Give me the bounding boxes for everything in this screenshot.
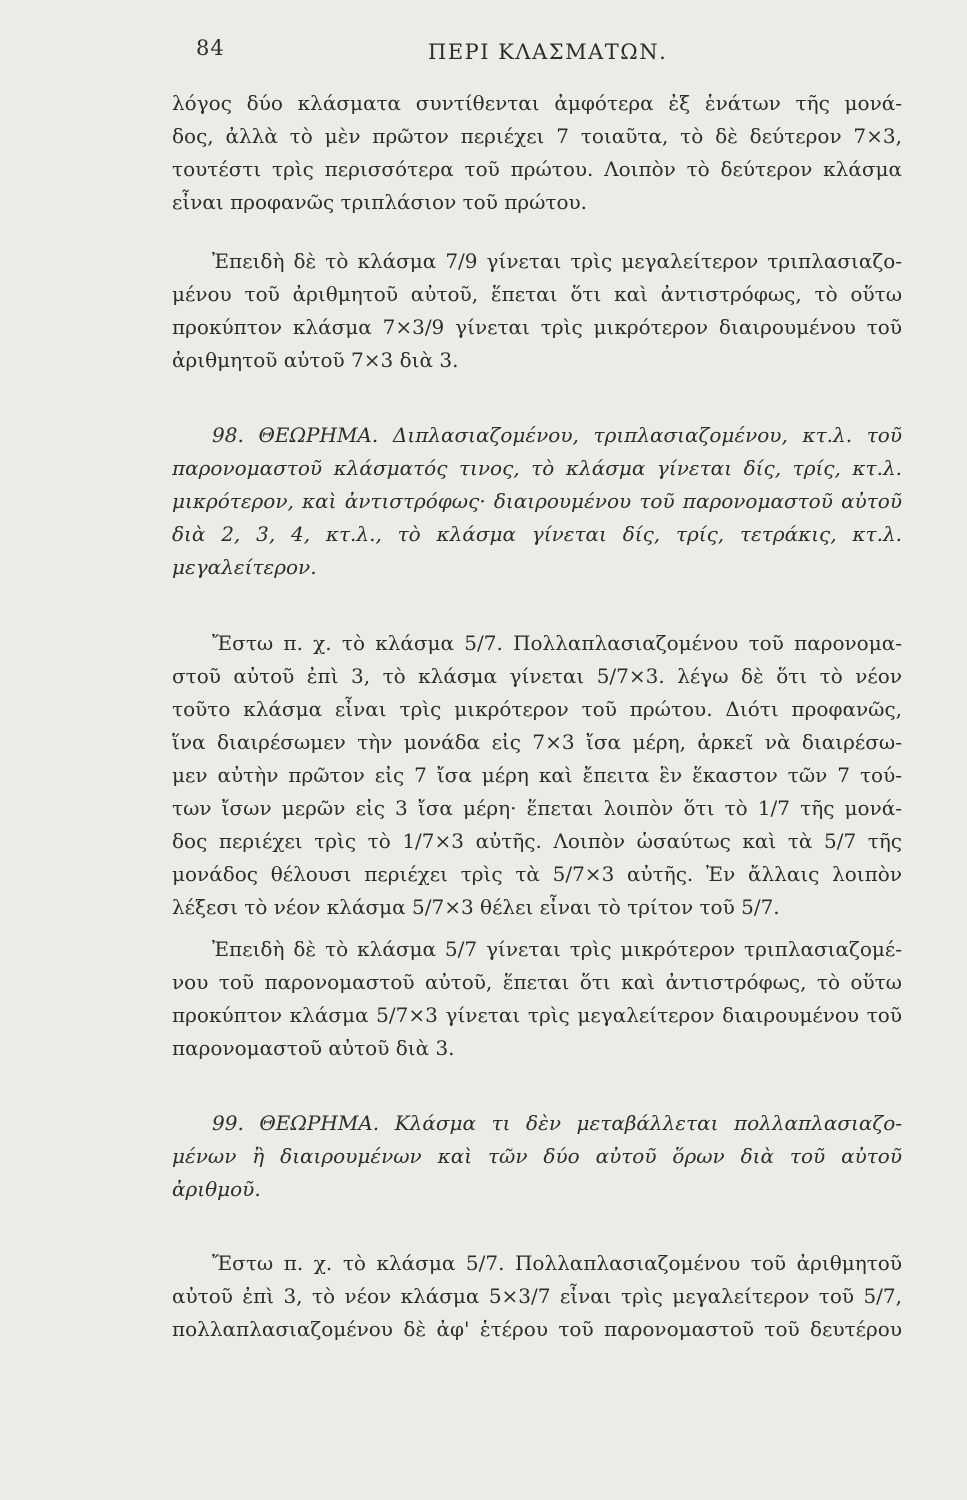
theorem-98-line: μεγαλείτερον. [172,555,317,579]
text-line: Ἔστω π. χ. τὸ κλάσμα 5/7. Πολλαπλασιαζομένου τοῦ ἀριθμητοῦ [212,1251,902,1275]
text-line: λέξεσι τὸ νέον κλάσμα 5/7×3 θέλει εἶναι τὸ τρίτον τοῦ 5/7. [172,895,780,919]
theorem-98-line: παρονομαστοῦ κλάσματός τινος, τὸ κλάσμα γίνεται δίς, τρίς, κτ.λ. [172,456,902,480]
text-line: εἶναι προφανῶς τριπλάσιον τοῦ πρώτου. [172,190,588,214]
theorem-98-line: μικρότερον, καὶ ἀντιστρόφως· διαιρουμένου τοῦ παρονομαστοῦ αὐτοῦ [172,489,902,513]
running-head: ΠΕΡΙ ΚΛΑΣΜΑΤΩΝ. [428,40,668,64]
text-line: προκύπτον κλάσμα 5/7×3 γίνεται τρὶς μεγαλείτερον διαιρουμένου τοῦ [172,1003,902,1027]
text-line: στοῦ αὐτοῦ ἐπὶ 3, τὸ κλάσμα γίνεται 5/7×3. λέγω δὲ ὅτι τὸ νέον [172,664,902,688]
text-line: τοῦτο κλάσμα εἶναι τρὶς μικρότερον τοῦ πρώτου. Διότι προφανῶς, [172,697,902,721]
text-line: προκύπτον κλάσμα 7×3/9 γίνεται τρὶς μικρότερον διαιρουμένου τοῦ [172,315,902,339]
text-line: μεν αὐτὴν πρῶτον εἰς 7 ἴσα μέρη καὶ ἔπειτα ἓν ἕκαστον τῶν 7 τού- [172,763,902,787]
theorem-99-line: 99. ΘΕΩΡΗΜΑ. Κλάσμα τι δὲν μεταβάλλεται πολλαπλασιαζο- [212,1111,902,1135]
text-line: Ἐπειδὴ δὲ τὸ κλάσμα 7/9 γίνεται τρὶς μεγαλείτερον τριπλασιαζο- [212,249,902,273]
text-line: μένου τοῦ ἀριθμητοῦ αὐτοῦ, ἕπεται ὅτι καὶ ἀντιστρόφως, τὸ οὕτω [172,282,902,306]
text-line: μονάδος θέλουσι περιέχει τρὶς τὰ 5/7×3 αὐτῆς. Ἐν ἄλλαις λοιπὸν [172,862,902,886]
theorem-99-line: ἀριθμοῦ. [172,1177,261,1201]
text-line: δος περιέχει τρὶς τὸ 1/7×3 αὐτῆς. Λοιπὸν ὡσαύτως καὶ τὰ 5/7 τῆς [172,829,902,853]
text-line: ἀριθμητοῦ αὐτοῦ 7×3 διὰ 3. [172,348,459,372]
text-line: ἵνα διαιρέσωμεν τὴν μονάδα εἰς 7×3 ἴσα μέρη, ἀρκεῖ νὰ διαιρέσω- [172,730,902,754]
text-line: παρονομαστοῦ αὐτοῦ διὰ 3. [172,1036,455,1060]
text-line: Ἐπειδὴ δὲ τὸ κλάσμα 5/7 γίνεται τρὶς μικρότερον τριπλασιαζομέ- [212,937,902,961]
text-line: νου τοῦ παρονομαστοῦ αὐτοῦ, ἕπεται ὅτι καὶ ἀντιστρόφως, τὸ οὕτω [172,970,902,994]
text-line: Ἔστω π. χ. τὸ κλάσμα 5/7. Πολλαπλασιαζομένου τοῦ παρονομα- [212,631,902,655]
text-line: τουτέστι τρὶς περισσότερα τοῦ πρώτου. Λοιπὸν τὸ δεύτερον κλάσμα [172,157,902,181]
theorem-98-line: διὰ 2, 3, 4, κτ.λ., τὸ κλάσμα γίνεται δίς, τρίς, τετράκις, κτ.λ. [172,522,902,546]
text-line: πολλαπλασιαζομένου δὲ ἀφ' ἑτέρου τοῦ παρονομαστοῦ τοῦ δευτέρου [172,1317,902,1341]
text-line: των ἴσων μερῶν εἰς 3 ἴσα μέρη· ἕπεται λοιπὸν ὅτι τὸ 1/7 τῆς μονά- [172,796,902,820]
page-number: 84 [196,36,225,60]
theorem-98-line: 98. ΘΕΩΡΗΜΑ. Διπλασιαζομένου, τριπλασιαζομένου, κτ.λ. τοῦ [212,423,902,447]
text-line: αὐτοῦ ἐπὶ 3, τὸ νέον κλάσμα 5×3/7 εἶναι τρὶς μεγαλείτερον τοῦ 5/7, [172,1284,902,1308]
text-line: λόγος δύο κλάσματα συντίθενται ἀμφότερα ἐξ ἑνάτων τῆς μονά- [172,91,902,115]
text-line: δος, ἀλλὰ τὸ μὲν πρῶτον περιέχει 7 τοιαῦτα, τὸ δὲ δεύτερον 7×3, [172,124,902,148]
theorem-99-line: μένων ἢ διαιρουμένων καὶ τῶν δύο αὐτοῦ ὅρων διὰ τοῦ αὐτοῦ [172,1144,902,1168]
